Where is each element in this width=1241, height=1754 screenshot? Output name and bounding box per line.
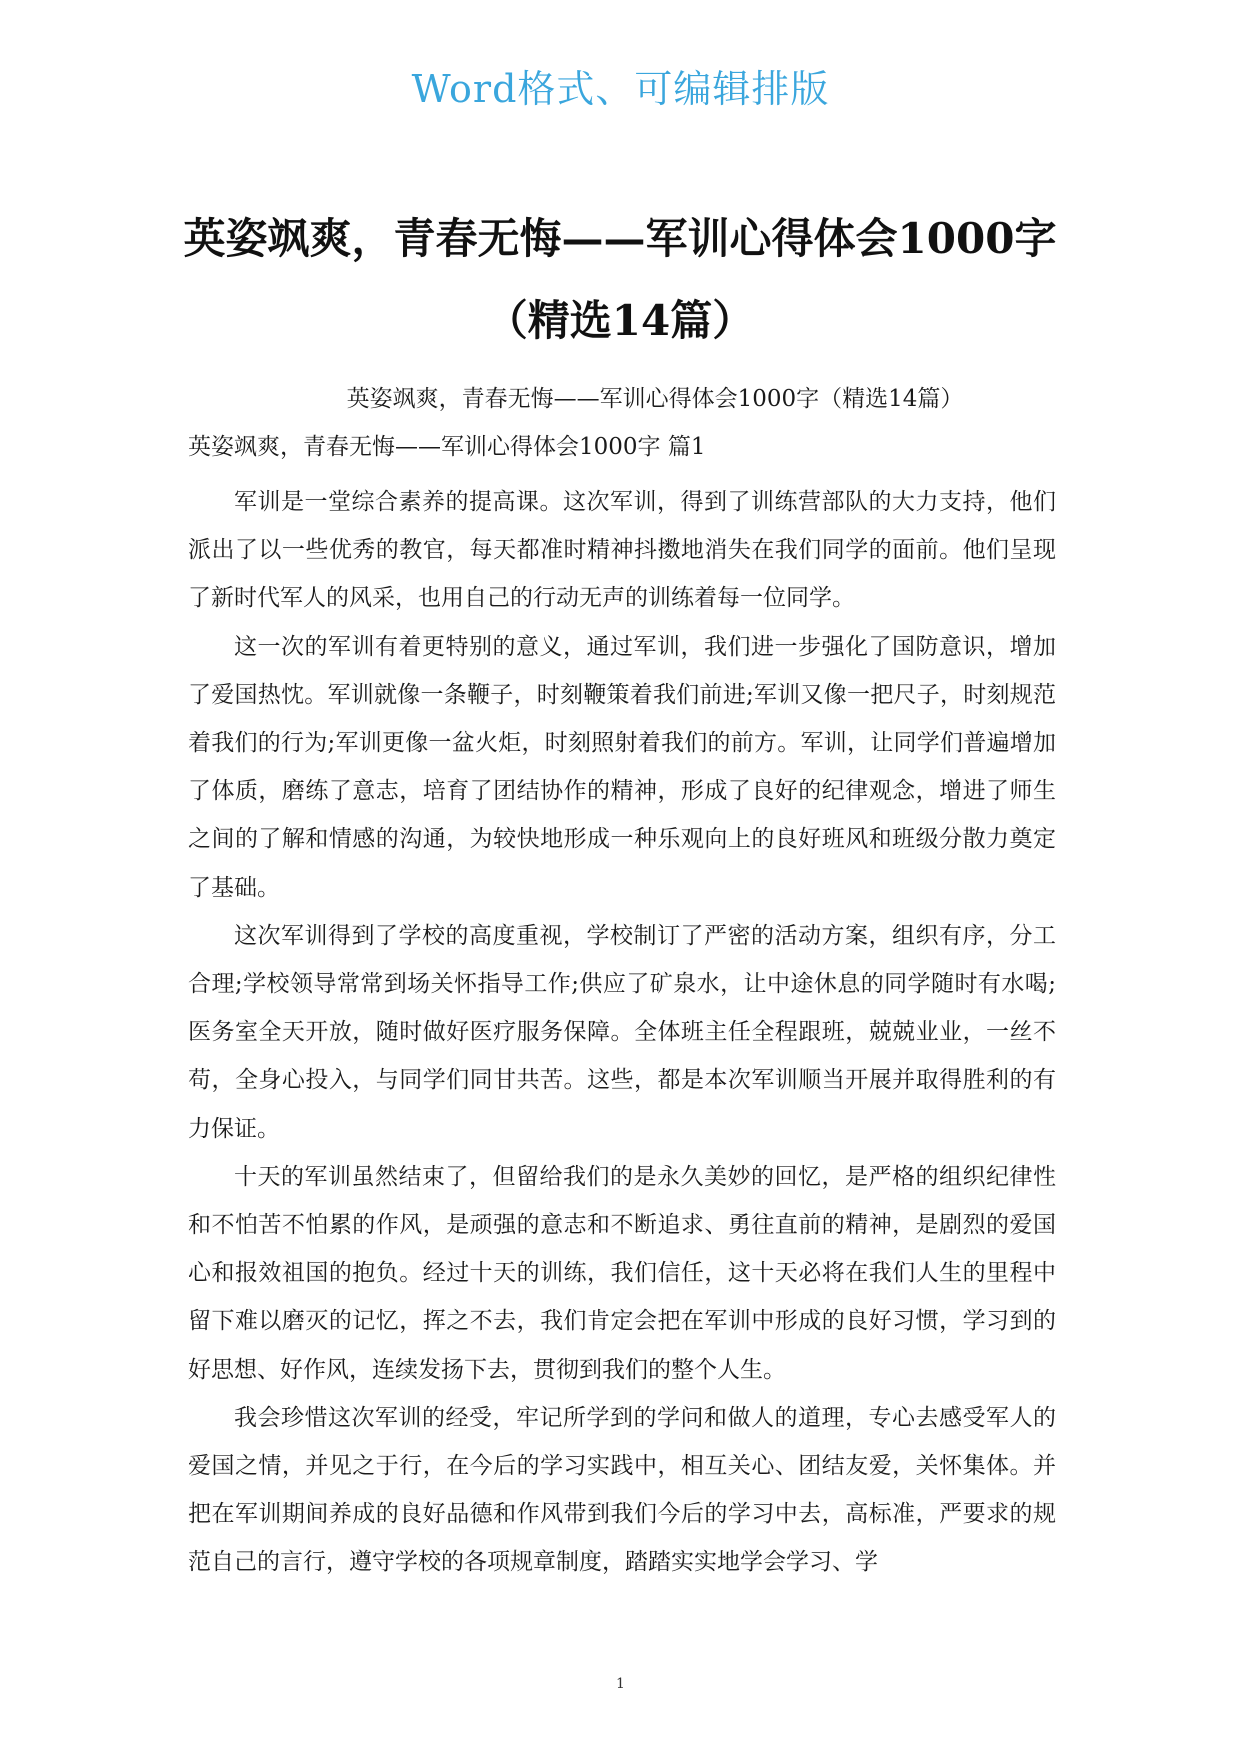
page-number: 1 (616, 1676, 625, 1692)
document-subtitle: 英姿飒爽，青春无悔——军训心得体会1000字（精选14篇） (346, 386, 964, 412)
format-banner: Word格式、可编辑排版 (411, 67, 830, 111)
paragraph-5: 我会珍惜这次军训的经受，牢记所学到的学问和做人的道理，专心去感受军人的爱国之情，并见之于行，在今后的学习实践中，相互关心、团结友爱，关怀集体。并把在军训期间养成的良好品德和作风带到我们今后的学习中去，高标准，严要求的规范自己的言行，遵守学校的各项规章制度，踏踏实实地学会学习、学 (188, 1404, 1056, 1576)
document-body (188, 478, 1056, 1587)
document-title (120, 198, 1120, 362)
paragraph-1: 军训是一堂综合素养的提高课。这次军训，得到了训练营部队的大力支持，他们派出了以一些优秀的教官，每天都准时精神抖擞地消失在我们同学的面前。他们呈现了新时代军人的风采，也用自己的行动无声的训练着每一位同学。 (188, 489, 1056, 612)
paragraph-3: 这次军训得到了学校的高度重视，学校制订了严密的活动方案，组织有序，分工合理;学校领导常常到场关怀指导工作;供应了矿泉水，让中途休息的同学随时有水喝;医务室全天开放，随时做好医疗服务保障。全体班主任全程跟班，兢兢业业，一丝不苟，全身心投入，与同学们同甘共苦。这些，都是本次军训顺当开展并取得胜利的有力保证。 (188, 922, 1056, 1142)
title-line-2: （精选14篇） (485, 296, 755, 345)
paragraph-2: 这一次的军训有着更特别的意义，通过军训，我们进一步强化了国防意识，增加了爱国热忱。军训就像一条鞭子，时刻鞭策着我们前进;军训又像一把尺子，时刻规范着我们的行为;军训更像一盆火炬，时刻照射着我们的前方。军训，让同学们普遍增加了体质，磨练了意志，培育了团结协作的精神，形成了良好的纪律观念，增进了师生之间的了解和情感的沟通，为较快地形成一种乐观向上的良好班风和班级分散力奠定了基础。 (188, 633, 1056, 901)
paragraph-4: 十天的军训虽然结束了，但留给我们的是永久美妙的回忆，是严格的组织纪律性和不怕苦不怕累的作风，是顽强的意志和不断追求、勇往直前的精神，是剧烈的爱国心和报效祖国的抱负。经过十天的训练，我们信任，这十天必将在我们人生的里程中留下难以磨灭的记忆，挥之不去，我们肯定会把在军训中形成的良好习惯，学习到的好思想、好作风，连续发扬下去，贯彻到我们的整个人生。 (188, 1163, 1056, 1383)
title-line-1: 英姿飒爽，青春无悔——军训心得体会1000字 (183, 214, 1057, 263)
section-heading: 英姿飒爽，青春无悔——军训心得体会1000字 篇1 (188, 434, 706, 460)
